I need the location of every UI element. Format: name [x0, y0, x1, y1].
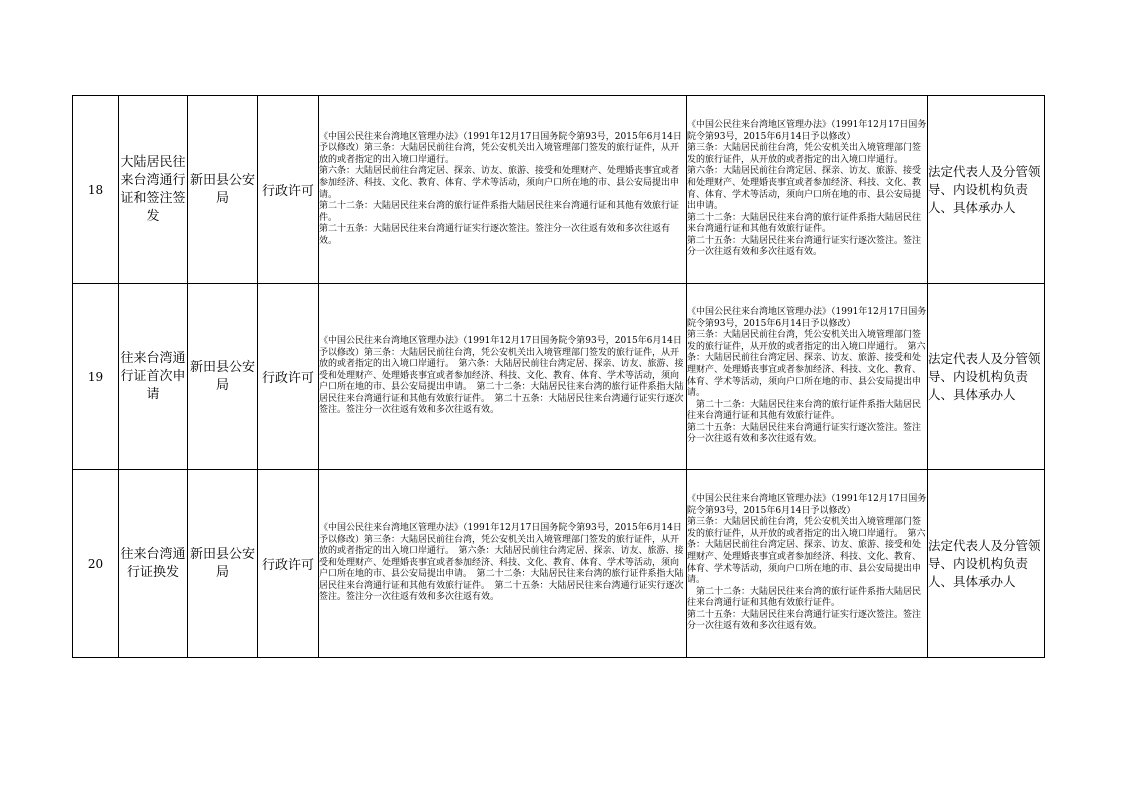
table-row — [73, 470, 1045, 658]
power-type: 行政许可 — [258, 96, 319, 284]
legal-basis-text: 《中国公民往来台湾地区管理办法》（1991年12月17日国务院令第93号，2015年6月14日予以修改）第三条：大陆居民前往台湾，凭公安机关出入境管理部门签发的旅行证件，从开放的或者指定的出入境口岸通行。 第六条：大陆居民前往台湾定居、探亲、访友、旅游、接受和处理财产、处理婚丧事宜或者参加经济、科技、文化、教育、体育、学术等活动，须向户口所在地的市、县公安局提出申请。 第二十二条：大陆居民往来台湾的旅行证件系指大陆居民往来台湾通行证和其他有效旅行证件。 第二十五条：大陆居民往来台湾通行证实行逐次签注。签注分一次往返有效和多次往返有效。 — [319, 131, 682, 246]
item-name: 大陆居民往来台湾通行证和签注签发 — [119, 96, 188, 284]
responsible-person: 法定代表人及分管领导、内设机构负责人、具体承办人 — [928, 470, 1045, 658]
implementing-department: 新田县公安局 — [188, 470, 258, 658]
power-type: 行政许可 — [258, 284, 319, 470]
responsibility-basis-text: 《中国公民往来台湾地区管理办法》（1991年12月17日国务院令第93号，2015年6月14日予以修改） 第三条：大陆居民前往台湾，凭公安机关出入境管理部门签发的旅行证件，从开放的或者指定的出入境口岸通行。 第六条：大陆居民前往台湾定居、探亲、访友、旅游、接受和处理财产、处理婚丧事宜或者参加经济、科技、文化、教育、体育、学术等活动，须向户口所在地的市、县公安局提出申请。 第二十二条：大陆居民往来台湾的旅行证件系指大陆居民往来台湾通行证和其他有效旅行证件。 第二十五条：大陆居民往来台湾通行证实行逐次签注。签注分一次往返有效和多次往返有效。 — [687, 306, 927, 445]
implementing-department: 新田县公安局 — [188, 284, 258, 470]
responsibility-basis-cell — [687, 470, 928, 658]
power-type: 行政许可 — [258, 470, 319, 658]
legal-basis-cell — [319, 284, 687, 470]
legal-basis-text: 《中国公民往来台湾地区管理办法》（1991年12月17日国务院令第93号，2015年6月14日予以修改）第三条：大陆居民前往台湾，凭公安机关出入境管理部门签发的旅行证件，从开放的或者指定的出入境口岸通行。 第六条：大陆居民前往台湾定居、探亲、访友、旅游、接受和处理财产、处理婚丧事宜或者参加经济、科技、文化、教育、体育、学术等活动，须向户口所在地的市、县公安局提出申请。 第二十二条：大陆居民往来台湾的旅行证件系指大陆居民往来台湾通行证和其他有效旅行证件。 第二十五条：大陆居民往来台湾通行证实行逐次签注。签注分一次往返有效和多次往返有效。 — [319, 335, 684, 416]
responsibility-basis-cell — [687, 96, 928, 284]
responsibility-basis-cell — [687, 284, 928, 470]
implementing-department: 新田县公安局 — [188, 96, 258, 284]
item-number: 19 — [73, 284, 119, 470]
item-number: 18 — [73, 96, 119, 284]
table-row — [73, 284, 1045, 470]
item-name: 往来台湾通行证换发 — [119, 470, 188, 658]
legal-basis-cell — [319, 96, 687, 284]
item-name: 往来台湾通行证首次申请 — [119, 284, 188, 470]
legal-basis-cell — [319, 470, 687, 658]
authority-list-table — [72, 95, 1045, 658]
responsible-person: 法定代表人及分管领导、内设机构负责人、具体承办人 — [928, 96, 1045, 284]
responsible-person: 法定代表人及分管领导、内设机构负责人、具体承办人 — [928, 284, 1045, 470]
legal-basis-text: 《中国公民往来台湾地区管理办法》（1991年12月17日国务院令第93号，2015年6月14日予以修改）第三条：大陆居民前往台湾，凭公安机关出入境管理部门签发的旅行证件，从开放的或者指定的出入境口岸通行。 第六条：大陆居民前往台湾定居、探亲、访友、旅游、接受和处理财产、处理婚丧事宜或者参加经济、科技、文化、教育、体育、学术等活动，须向户口所在地的市、县公安局提出申请。 第二十二条：大陆居民往来台湾的旅行证件系指大陆居民往来台湾通行证和其他有效旅行证件。 第二十五条：大陆居民往来台湾通行证实行逐次签注。签注分一次往返有效和多次往返有效。 — [319, 522, 684, 603]
responsibility-basis-text: 《中国公民往来台湾地区管理办法》（1991年12月17日国务院令第93号，2015年6月14日予以修改） 第三条：大陆居民前往台湾，凭公安机关出入境管理部门签发的旅行证件，从开放的或者指定的出入境口岸通行。 第六条：大陆居民前往台湾定居、探亲、访友、旅游、接受和处理财产、处理婚丧事宜或者参加经济、科技、文化、教育、体育、学术等活动，须向户口所在地的市、县公安局提出申请。 第二十二条：大陆居民往来台湾的旅行证件系指大陆居民往来台湾通行证和其他有效旅行证件。 第二十五条：大陆居民往来台湾通行证实行逐次签注。签注分一次往返有效和多次往返有效。 — [687, 119, 927, 258]
item-number: 20 — [73, 470, 119, 658]
responsibility-basis-text: 《中国公民往来台湾地区管理办法》（1991年12月17日国务院令第93号，2015年6月14日予以修改） 第三条：大陆居民前往台湾，凭公安机关出入境管理部门签发的旅行证件，从开放的或者指定的出入境口岸通行。 第六条：大陆居民前往台湾定居、探亲、访友、旅游、接受和处理财产、处理婚丧事宜或者参加经济、科技、文化、教育、体育、学术等活动，须向户口所在地的市、县公安局提出申请。 第二十二条：大陆居民往来台湾的旅行证件系指大陆居民往来台湾通行证和其他有效旅行证件。 第二十五条：大陆居民往来台湾通行证实行逐次签注。签注分一次往返有效和多次往返有效。 — [687, 493, 927, 632]
table-row — [73, 96, 1045, 284]
